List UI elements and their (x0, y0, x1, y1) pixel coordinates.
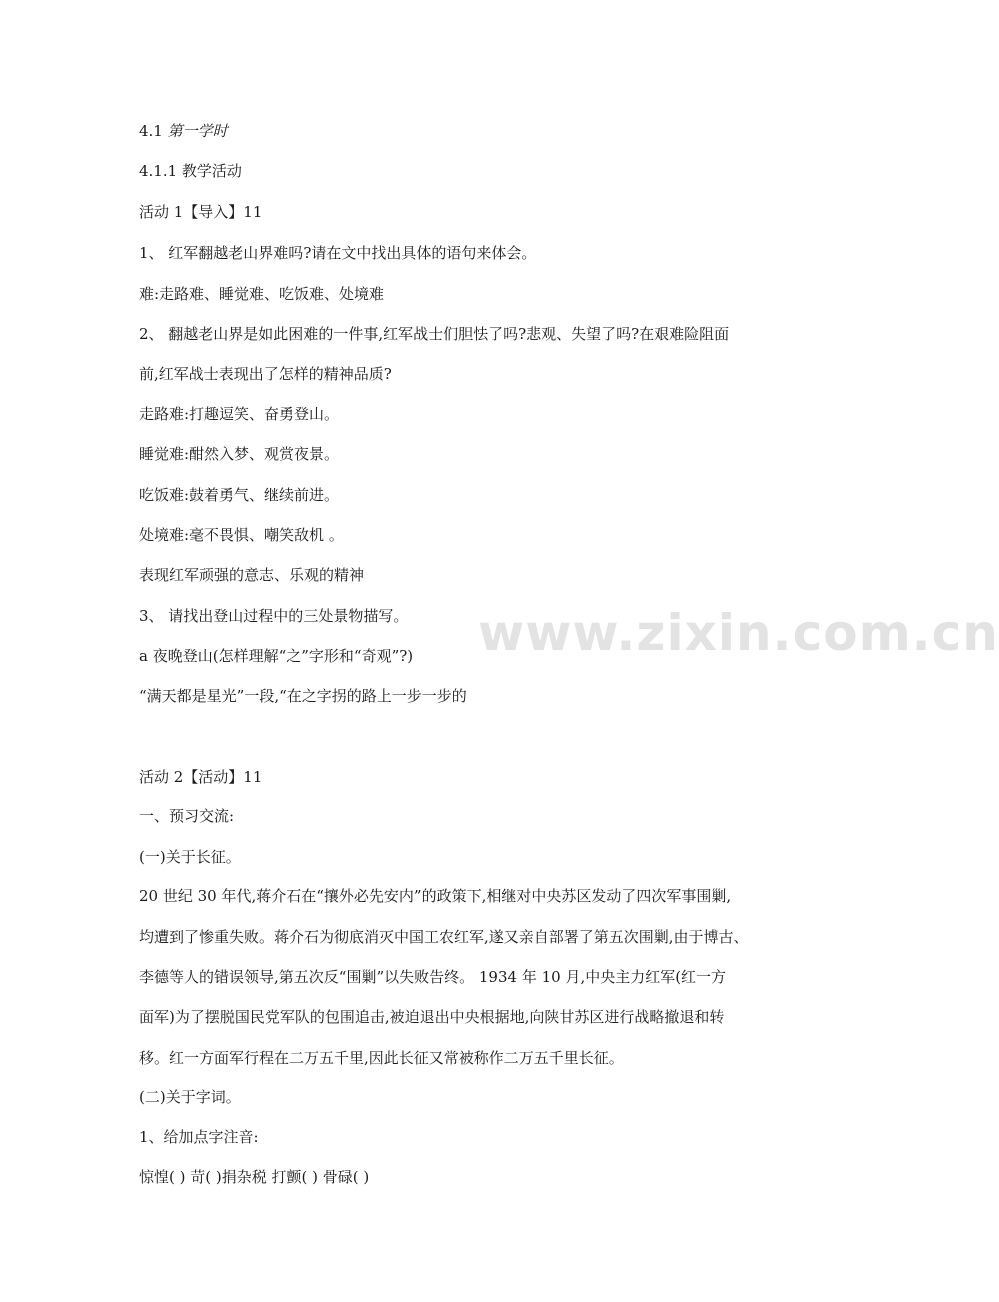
paragraph-line: 面军)为了摆脱国民党军队的包围追击,被迫退出中央根据地,向陕甘苏区进行战略撤退和转 (139, 1008, 725, 1026)
section-heading (139, 121, 228, 141)
question-3-a: a 夜晚登山(怎样理解“之”字形和“奇观”?) (139, 647, 414, 665)
task-1: 1、给加点字注音: (139, 1128, 259, 1146)
question-1: 1、 红军翻越老山界难吗?请在文中找出具体的语句来体会。 (139, 244, 537, 262)
sub-heading: 4.1.1 教学活动 (139, 162, 242, 180)
answer-2-item: 处境难:毫不畏惧、嘲笑敌机 。 (139, 526, 344, 544)
question-3: 3、 请找出登山过程中的三处景物描写。 (139, 607, 409, 625)
answer-2-item: 吃饭难:鼓着勇气、继续前进。 (139, 486, 340, 504)
part-heading: 一、预习交流: (139, 807, 235, 825)
paragraph-line: 移。红一方面军行程在二万五千里,因此长征又常被称作二万五千里长征。 (139, 1049, 624, 1067)
activity2-title: 活动 2【活动】11 (139, 768, 263, 786)
paragraph-line: 均遭到了惨重失败。蒋介石为彻底消灭中国工农红军,遂又亲自部署了第五次围剿,由于博古、 (139, 928, 749, 946)
answer-2-summary: 表现红军顽强的意志、乐观的精神 (139, 566, 365, 584)
question-2-line-1: 2、 翻越老山界是如此困难的一件事,红军战士们胆怯了吗?悲观、失望了吗?在艰难险阻面 (139, 325, 730, 343)
long-march-heading: (一)关于长征。 (139, 848, 241, 866)
section-number: 4.1 (139, 122, 163, 140)
vocabulary-heading: (二)关于字词。 (139, 1088, 241, 1106)
answer-2-item: 走路难:打趣逗笑、奋勇登山。 (139, 405, 340, 423)
task-1-items: 惊惶( ) 苛( )捐杂税 打颤( ) 骨碌( ) (139, 1168, 370, 1186)
question-2-line-2: 前,红军战士表现出了怎样的精神品质? (139, 365, 392, 383)
section-title: 第一学时 (167, 122, 228, 140)
answer-2-item: 睡觉难:酣然入梦、观赏夜景。 (139, 445, 340, 463)
paragraph-line: 李德等人的错误领导,第五次反“围剿”以失败告终。 1934 年 10 月,中央主力红军(红一方 (139, 968, 727, 986)
question-3-b: “满天都是星光”一段,“在之字拐的路上一步一步的 (139, 687, 467, 705)
answer-1: 难:走路难、睡觉难、吃饭难、处境难 (139, 285, 385, 303)
paragraph-line: 20 世纪 30 年代,蒋介石在“攘外必先安内”的政策下,相继对中央苏区发动了四次军事围剿, (139, 887, 732, 905)
activity1-title: 活动 1【导入】11 (139, 203, 263, 221)
watermark: www.zixin.com.cn (478, 604, 999, 662)
